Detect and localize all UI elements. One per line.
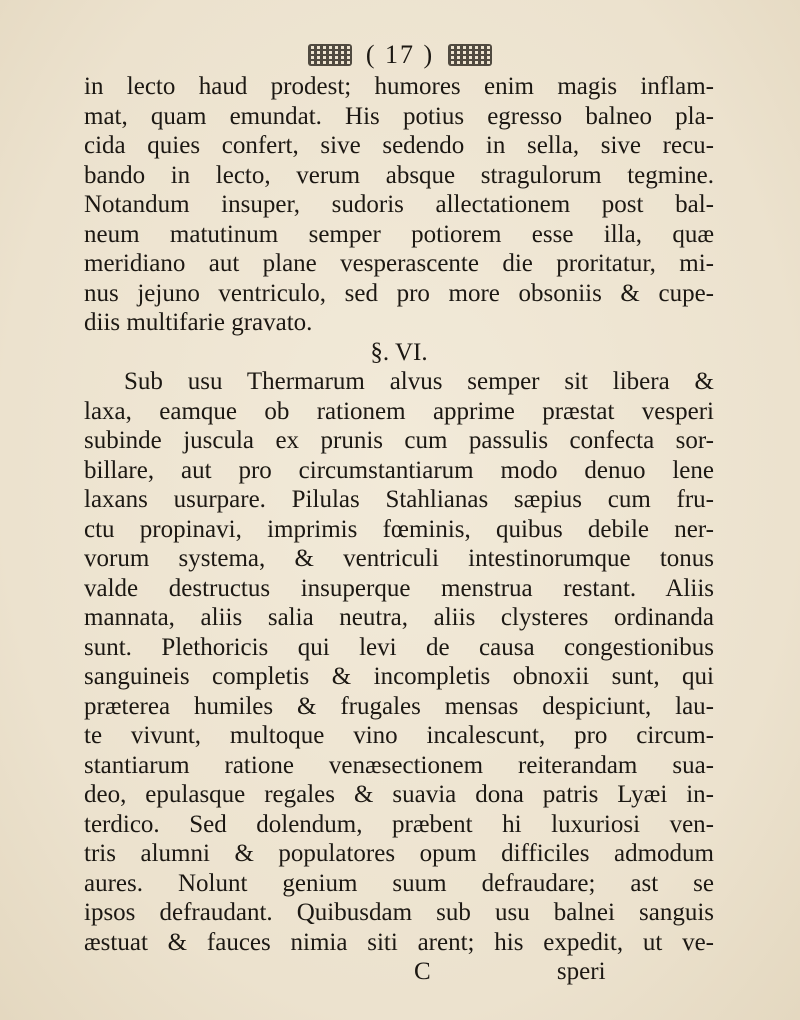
text-line: vorum systema, & ventriculi intestinorumque tonus — [84, 545, 714, 572]
text-line: te vivunt, multoque vino incalescunt, pro circum- — [84, 722, 714, 749]
text-line: cida quies confert, sive sedendo in sella, sive recu- — [84, 132, 714, 159]
text-line: deo, epulasque regales & suavia dona patris Lyæi in- — [84, 781, 714, 808]
text-line: terdico. Sed dolendum, præbent hi luxuriosi ven- — [84, 810, 714, 838]
text-line: ctu propinavi, imprimis fœminis, quibus debile ner- — [84, 515, 714, 543]
text-line: in lecto haud prodest; humores enim magis inflam- — [84, 73, 714, 100]
text-line: tris alumni & populatores opum difficiles admodum — [84, 840, 714, 867]
signature-catchword: C speri — [414, 958, 606, 985]
text-line: billare, aut pro circumstantiarum modo denuo lene — [84, 456, 714, 484]
text-line: mannata, aliis salia neutra, aliis clysteres ordinanda — [84, 604, 714, 631]
right-ornament-icon — [448, 44, 492, 66]
text-line: subinde jusculа ex prunis cum passulis confecta sor- — [84, 427, 714, 454]
text-line: Notandum insuper, sudoris allectationem post bal- — [84, 191, 714, 218]
page-header — [0, 40, 800, 70]
text-line: neum matutinum semper potiorem esse illa, quæ — [84, 220, 714, 248]
text-line: Sub usu Thermarum alvus semper sit libera & — [124, 368, 714, 395]
text-line: sanguineis completis & incompletis obnoxii sunt, qui — [84, 663, 714, 690]
text-line: ipsos defraudant. Quibusdam sub usu balnei sanguis — [84, 899, 714, 926]
text-line: mat, quam emundat. His potius egresso balneo pla- — [84, 102, 714, 130]
section-heading: §. VI. — [370, 338, 428, 366]
text-line: nus jejuno ventriculo, sed pro more obsoniis & cupe- — [84, 279, 714, 307]
text-line: diis multifarie gravato. — [84, 309, 313, 336]
text-line: meridiano aut plane vesperascente die proritatur, mi- — [84, 250, 714, 277]
body-text — [84, 72, 714, 987]
text-line: æstuat & fauces nimia siti arent; his expedit, ut ve- — [84, 928, 714, 956]
text-line: laxans usurpare. Pilulas Stahlianas sæpius cum fru- — [84, 486, 714, 513]
text-line: laxa, eamque ob rationem apprime præstat vesperi — [84, 397, 714, 425]
text-line: sunt. Plethoricis qui levi de causa congestionibus — [84, 633, 714, 661]
text-line: aures. Nolunt genium suum defraudare; ast se — [84, 869, 714, 897]
text-line: bando in lecto, verum absque stragulorum tegmine. — [84, 161, 714, 189]
text-line: valde destructus insuperque menstrua restant. Aliis — [84, 574, 714, 602]
text-line: præterea humiles & frugales mensas despiciunt, lau- — [84, 692, 714, 720]
text-line: stantiarum ratione venæsectionem reiterandam sua- — [84, 751, 714, 779]
left-ornament-icon — [308, 44, 352, 66]
page-number: ( 17 ) — [365, 40, 435, 69]
